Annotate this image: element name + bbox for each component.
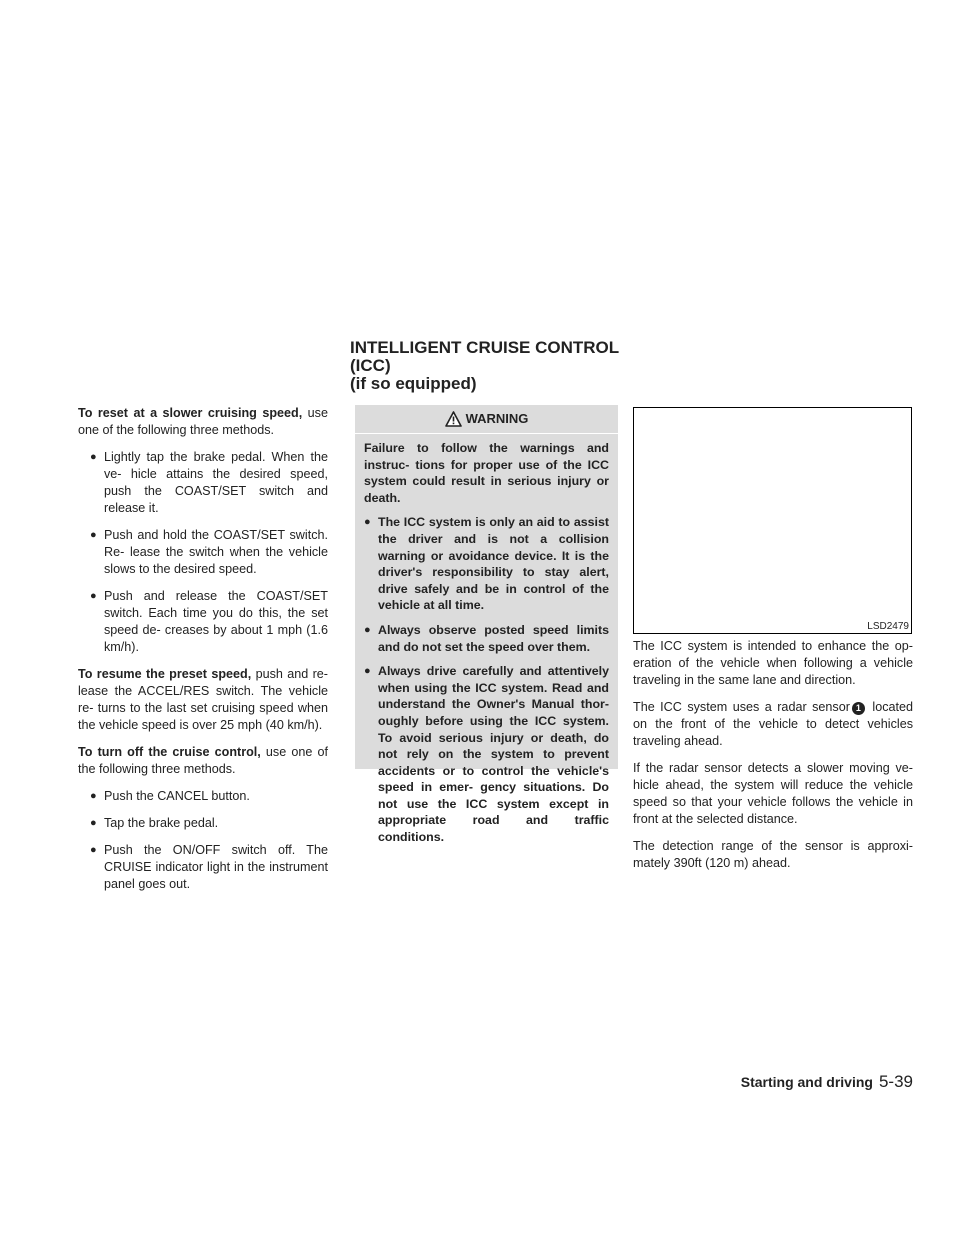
bullet-icon: ● [90, 817, 97, 829]
list-item: ● Lightly tap the brake pedal. When the ve- hicle attains the desired speed, push the COAST/SET switch and release it. [90, 450, 328, 515]
section-heading-title: INTELLIGENT CRUISE CONTROL (ICC) [350, 338, 619, 375]
bullet-icon: ● [90, 529, 97, 541]
left-column [78, 405, 328, 903]
right-paragraph-4: The detection range of the sensor is approxi- mately 390ft (120 m) ahead. [633, 839, 913, 870]
off-methods-list [78, 788, 328, 893]
off-paragraph [78, 744, 328, 778]
resume-paragraph [78, 666, 328, 734]
footer-chapter: Starting and driving [740, 1074, 873, 1090]
warning-intro: Failure to follow the warnings and instruc- tions for proper use of the ICC system could result in serious injury or death. [364, 441, 609, 505]
figure-code: LSD2479 [867, 621, 909, 632]
right-paragraph-1: The ICC system is intended to enhance the op- eration of the vehicle when following a vehicle traveling in the same lane and direction. [633, 639, 913, 687]
reset-methods-list [78, 449, 328, 656]
list-item: ● The ICC system is only an aid to assist the driver and is not a collision warning or avoidance device. It is the driver's responsibility to stay alert, drive safely and be in control of the vehicle at all time. [364, 515, 609, 613]
list-item: ● Tap the brake pedal. [90, 816, 219, 830]
bullet-icon: ● [90, 590, 97, 602]
page-footer [741, 1073, 913, 1091]
warning-icon [445, 411, 462, 427]
list-item: ● Push the CANCEL button. [90, 789, 250, 803]
resume-lead: To resume the preset speed, [78, 667, 252, 681]
reset-text: use one of the following three methods. [78, 406, 328, 437]
warning-box [355, 405, 618, 845]
off-lead: To turn off the cruise control, [78, 745, 261, 759]
bullet-icon: ● [90, 790, 97, 802]
footer-page-number: 5-39 [878, 1072, 913, 1091]
section-heading [350, 339, 650, 393]
list-item: ● Push the ON/OFF switch off. The CRUISE indicator light in the instrument panel goes out. [90, 843, 328, 891]
callout-marker: 1 [852, 702, 865, 715]
right-column [633, 638, 913, 882]
list-item: ● Push and hold the COAST/SET switch. Re- lease the switch when the vehicle slows to the desired speed. [90, 528, 328, 576]
list-item: ● Always observe posted speed limits and do not set the speed over them. [364, 622, 609, 654]
right-paragraph-2: The ICC system uses a radar sensor 1 located on the front of the vehicle to detect vehicles traveling ahead. [633, 700, 914, 748]
warning-title-text: WARNING [465, 410, 529, 426]
resume-text: push and re- lease the ACCEL/RES switch. The vehicle re- turns to the last set cruising speed when the vehicle speed is over 25 mph (40 km/h). [78, 667, 328, 732]
reset-lead: To reset at a slower cruising speed, [78, 406, 303, 420]
off-text: use one of the following three methods. [78, 745, 328, 776]
bullet-icon: ● [364, 665, 371, 678]
list-item: ● Always drive carefully and attentively when using the ICC system. Read and understand the Owner's Manual thor- oughly before using the ICC system. To avoid serious injury or death, do not rely on the system to prevent accidents or to control the vehicle's speed in emer- gency situations. Do not use the ICC system except in appropriate road and traffic conditions. [364, 664, 609, 845]
reset-paragraph [78, 405, 328, 439]
figure-frame [633, 407, 912, 634]
list-item: ● Push and release the COAST/SET switch. Each time you do this, the set speed de- creases by about 1 mph (1.6 km/h). [90, 589, 328, 654]
right-paragraph-3: If the radar sensor detects a slower moving ve- hicle ahead, the system will reduce the vehicle speed so that your vehicle follows the vehicle in front at the selected distance. [633, 761, 913, 826]
warning-title [355, 405, 618, 434]
bullet-icon: ● [364, 623, 371, 636]
bullet-icon: ● [90, 844, 97, 856]
section-heading-subtitle: (if so equipped) [350, 374, 477, 393]
bullet-icon: ● [364, 516, 371, 529]
warning-list [364, 514, 609, 845]
bullet-icon: ● [90, 451, 97, 463]
